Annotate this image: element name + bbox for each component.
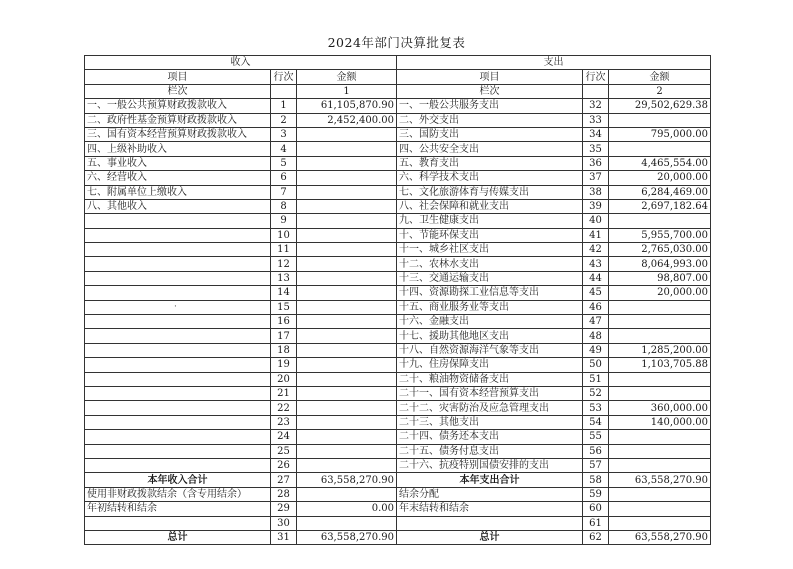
expense-amount-cell: 140,000.00 [609,415,711,429]
income-item-cell: 六、经营收入 [85,171,271,185]
income-line-cell: 20 [271,372,297,386]
expense-item-cell: 一、一般公共服务支出 [397,99,583,113]
expense-amount-cell: 20,000.00 [609,171,711,185]
expense-amount-cell [609,502,711,516]
income-amount-cell [297,228,397,242]
expense-item-header: 项目 [397,70,583,84]
table-row [85,343,711,357]
income-line-cell: 12 [271,257,297,271]
expense-item-cell: 十一、城乡社区支出 [397,243,583,257]
income-amount-cell [297,516,397,530]
table-row [85,286,711,300]
income-amount-cell [297,271,397,285]
expense-item-cell: 结余分配 [397,487,583,501]
income-item-cell [85,257,271,271]
expense-amount-cell [609,300,711,314]
expense-amount-header: 金额 [609,70,711,84]
expense-item-cell: 二十四、债务还本支出 [397,430,583,444]
expense-item-cell: 二十二、灾害防治及应急管理支出 [397,401,583,415]
expense-line-cell: 59 [583,487,609,501]
expense-item-cell: 十八、自然资源海洋气象等支出 [397,343,583,357]
expense-item-cell: 十六、金融支出 [397,315,583,329]
column-header-row [85,70,711,84]
expense-line-cell: 40 [583,214,609,228]
income-item-header: 项目 [85,70,271,84]
expense-line-cell: 50 [583,358,609,372]
expense-item-cell [397,516,583,530]
table-row [85,257,711,271]
table-row [85,214,711,228]
income-amount-cell [297,386,397,400]
income-line-cell: 27 [271,473,297,487]
income-line-cell: 2 [271,113,297,127]
income-line-cell: 3 [271,127,297,141]
expense-amount-cell: 5,955,700.00 [609,228,711,242]
expense-amount-cell [609,516,711,530]
income-item-cell: 使用非财政拨款结余（含专用结余） [85,487,271,501]
income-item-cell [85,214,271,228]
table-row [85,171,711,185]
expense-item-cell: 三、国防支出 [397,127,583,141]
income-line-cell: 4 [271,142,297,156]
expense-line-cell: 36 [583,156,609,170]
table-row [85,156,711,170]
expense-line-cell: 61 [583,516,609,530]
expense-column-order-label: 栏次 [397,84,583,98]
expense-amount-cell: 6,284,469.00 [609,185,711,199]
table-row [85,487,711,501]
income-amount-cell [297,257,397,271]
income-line-cell: 22 [271,401,297,415]
expense-amount-cell [609,458,711,472]
expense-line-cell: 57 [583,458,609,472]
income-amount-cell [297,458,397,472]
income-item-cell [85,386,271,400]
income-line-cell: 28 [271,487,297,501]
income-item-cell [85,228,271,242]
income-amount-cell [297,214,397,228]
table-row [85,199,711,213]
income-item-cell [85,516,271,530]
income-amount-cell [297,329,397,343]
expense-item-cell: 十四、资源勘探工业信息等支出 [397,286,583,300]
income-item-cell [85,372,271,386]
expense-item-cell: 十七、援助其他地区支出 [397,329,583,343]
income-line-cell: 25 [271,444,297,458]
table-row [85,228,711,242]
income-line-cell: 23 [271,415,297,429]
income-line-cell: 15 [271,300,297,314]
expense-item-cell: 四、公共安全支出 [397,142,583,156]
income-line-cell: 8 [271,199,297,213]
income-line-cell: 18 [271,343,297,357]
income-amount-cell [297,415,397,429]
income-amount-cell [297,487,397,501]
income-item-cell [85,458,271,472]
expense-item-cell: 二十五、债务付息支出 [397,444,583,458]
income-line-cell: 14 [271,286,297,300]
income-column-number: 1 [297,84,397,98]
expense-line-cell: 46 [583,300,609,314]
expense-amount-cell: 1,103,705.88 [609,358,711,372]
income-line-cell: 26 [271,458,297,472]
expense-line-cell: 37 [583,171,609,185]
expense-amount-cell: 360,000.00 [609,401,711,415]
expense-item-cell: 七、文化旅游体育与传媒支出 [397,185,583,199]
income-item-cell [85,300,271,314]
income-item-cell: 四、上级补助收入 [85,142,271,156]
income-amount-cell [297,401,397,415]
table-row [85,271,711,285]
expense-line-cell: 42 [583,243,609,257]
income-line-cell: 6 [271,171,297,185]
income-line-cell: 17 [271,329,297,343]
income-item-cell: 八、其他收入 [85,199,271,213]
table-row [85,358,711,372]
income-amount-header: 金额 [297,70,397,84]
expense-line-cell: 51 [583,372,609,386]
expense-amount-cell [609,386,711,400]
income-amount-cell [297,300,397,314]
table-row [85,315,711,329]
income-amount-cell: 63,558,270.90 [297,473,397,487]
income-item-cell [85,430,271,444]
expense-line-cell: 34 [583,127,609,141]
expense-line-cell: 52 [583,386,609,400]
income-line-cell: 10 [271,228,297,242]
expense-amount-cell: 29,502,629.38 [609,99,711,113]
expense-amount-cell: 63,558,270.90 [609,473,711,487]
expense-line-cell: 54 [583,415,609,429]
expense-line-cell: 56 [583,444,609,458]
income-line-cell: 29 [271,502,297,516]
expense-item-cell: 总计 [397,530,583,544]
expense-amount-cell: 4,465,554.00 [609,156,711,170]
expense-amount-cell [609,142,711,156]
income-amount-cell: 63,558,270.90 [297,530,397,544]
expense-item-cell: 本年支出合计 [397,473,583,487]
income-item-cell [85,358,271,372]
expense-line-cell: 32 [583,99,609,113]
income-line-cell: 13 [271,271,297,285]
table-row [85,473,711,487]
income-item-cell [85,415,271,429]
income-amount-cell [297,315,397,329]
table-row [85,516,711,530]
income-amount-cell [297,243,397,257]
expense-amount-cell [609,315,711,329]
expense-amount-cell: 63,558,270.90 [609,530,711,544]
income-item-cell [85,315,271,329]
table-row [85,127,711,141]
expense-amount-cell: 98,807.00 [609,271,711,285]
income-amount-cell [297,286,397,300]
expense-line-cell: 43 [583,257,609,271]
income-amount-cell [297,372,397,386]
income-item-cell: 本年收入合计 [85,473,271,487]
expense-item-cell: 八、社会保障和就业支出 [397,199,583,213]
income-line-cell: 11 [271,243,297,257]
income-line-cell: 7 [271,185,297,199]
income-item-cell [85,444,271,458]
expense-amount-cell: 1,285,200.00 [609,343,711,357]
expense-line-cell: 35 [583,142,609,156]
expense-item-cell: 十二、农林水支出 [397,257,583,271]
expense-item-cell: 五、教育支出 [397,156,583,170]
expense-line-cell: 41 [583,228,609,242]
expense-amount-cell: 8,064,993.00 [609,257,711,271]
income-line-cell: 24 [271,430,297,444]
expense-amount-cell [609,372,711,386]
income-amount-cell [297,444,397,458]
expense-item-cell: 二、外交支出 [397,113,583,127]
expense-item-cell: 二十一、国有资本经营预算支出 [397,386,583,400]
income-item-cell: 年初结转和结余 [85,502,271,516]
expense-line-cell: 60 [583,502,609,516]
table-row [85,329,711,343]
income-line-cell: 21 [271,386,297,400]
table-row [85,372,711,386]
expense-column-number: 2 [609,84,711,98]
expense-item-cell: 十五、商业服务业等支出 [397,300,583,314]
income-item-cell [85,343,271,357]
income-line-header: 行次 [271,70,297,84]
income-line-cell: 9 [271,214,297,228]
expense-item-cell: 二十六、抗疫特别国债安排的支出 [397,458,583,472]
expense-line-cell: 33 [583,113,609,127]
empty-cell [583,84,609,98]
income-line-cell: 1 [271,99,297,113]
budget-table [84,55,711,545]
expense-amount-cell [609,444,711,458]
expense-item-cell: 年末结转和结余 [397,502,583,516]
income-item-cell: 七、附属单位上缴收入 [85,185,271,199]
table-row [85,113,711,127]
income-amount-cell [297,343,397,357]
income-amount-cell: 61,105,870.90 [297,99,397,113]
table-row [85,430,711,444]
expense-line-cell: 44 [583,271,609,285]
expense-amount-cell [609,487,711,501]
expense-line-cell: 45 [583,286,609,300]
income-item-cell: 二、政府性基金预算财政拨款收入 [85,113,271,127]
expense-item-cell: 九、卫生健康支出 [397,214,583,228]
income-line-cell: 31 [271,530,297,544]
table-row [85,502,711,516]
expense-line-cell: 55 [583,430,609,444]
expense-amount-cell: 20,000.00 [609,286,711,300]
income-item-cell [85,329,271,343]
page-title: 2024年部门决算批复表 [327,35,466,50]
table-row [85,99,711,113]
income-item-cell [85,243,271,257]
expense-line-cell: 53 [583,401,609,415]
expense-item-cell: 十、节能环保支出 [397,228,583,242]
expense-line-cell: 48 [583,329,609,343]
expense-line-cell: 39 [583,199,609,213]
expense-amount-cell [609,214,711,228]
expense-amount-cell: 2,697,182.64 [609,199,711,213]
table-row [85,185,711,199]
expense-amount-cell [609,430,711,444]
expense-item-cell: 二十三、其他支出 [397,415,583,429]
income-item-cell: 总计 [85,530,271,544]
table-row [85,142,711,156]
income-amount-cell: 2,452,400.00 [297,113,397,127]
income-amount-cell [297,358,397,372]
income-amount-cell [297,199,397,213]
income-item-cell: 五、事业收入 [85,156,271,170]
income-line-cell: 5 [271,156,297,170]
income-item-cell [85,286,271,300]
income-line-cell: 19 [271,358,297,372]
expense-item-cell: 十九、住房保障支出 [397,358,583,372]
table-row [85,386,711,400]
table-row [85,401,711,415]
income-amount-cell [297,171,397,185]
expense-line-cell: 62 [583,530,609,544]
income-section-header: 收入 [85,56,397,70]
income-item-cell: 一、一般公共预算财政拨款收入 [85,99,271,113]
expense-item-cell: 十三、交通运输支出 [397,271,583,285]
income-amount-cell [297,430,397,444]
income-amount-cell [297,127,397,141]
income-item-cell [85,401,271,415]
table-row [85,458,711,472]
table-row [85,444,711,458]
table-row [85,243,711,257]
income-line-cell: 30 [271,516,297,530]
income-amount-cell: 0.00 [297,502,397,516]
expense-amount-cell [609,113,711,127]
income-item-cell: 三、国有资本经营预算财政拨款收入 [85,127,271,141]
expense-line-cell: 38 [583,185,609,199]
expense-amount-cell [609,329,711,343]
empty-cell [271,84,297,98]
table-row [85,300,711,314]
column-order-row [85,84,711,98]
income-amount-cell [297,156,397,170]
income-item-cell [85,271,271,285]
expense-item-cell: 二十、粮油物资储备支出 [397,372,583,386]
income-amount-cell [297,185,397,199]
table-row [85,530,711,544]
income-line-cell: 16 [271,315,297,329]
expense-line-header: 行次 [583,70,609,84]
scan-dot: · [174,302,177,312]
expense-line-cell: 58 [583,473,609,487]
income-amount-cell [297,142,397,156]
income-column-order-label: 栏次 [85,84,271,98]
expense-amount-cell: 2,765,030.00 [609,243,711,257]
expense-item-cell: 六、科学技术支出 [397,171,583,185]
expense-line-cell: 47 [583,315,609,329]
expense-line-cell: 49 [583,343,609,357]
expense-amount-cell: 795,000.00 [609,127,711,141]
table-row [85,415,711,429]
expense-section-header: 支出 [397,56,711,70]
section-header-row [85,56,711,70]
